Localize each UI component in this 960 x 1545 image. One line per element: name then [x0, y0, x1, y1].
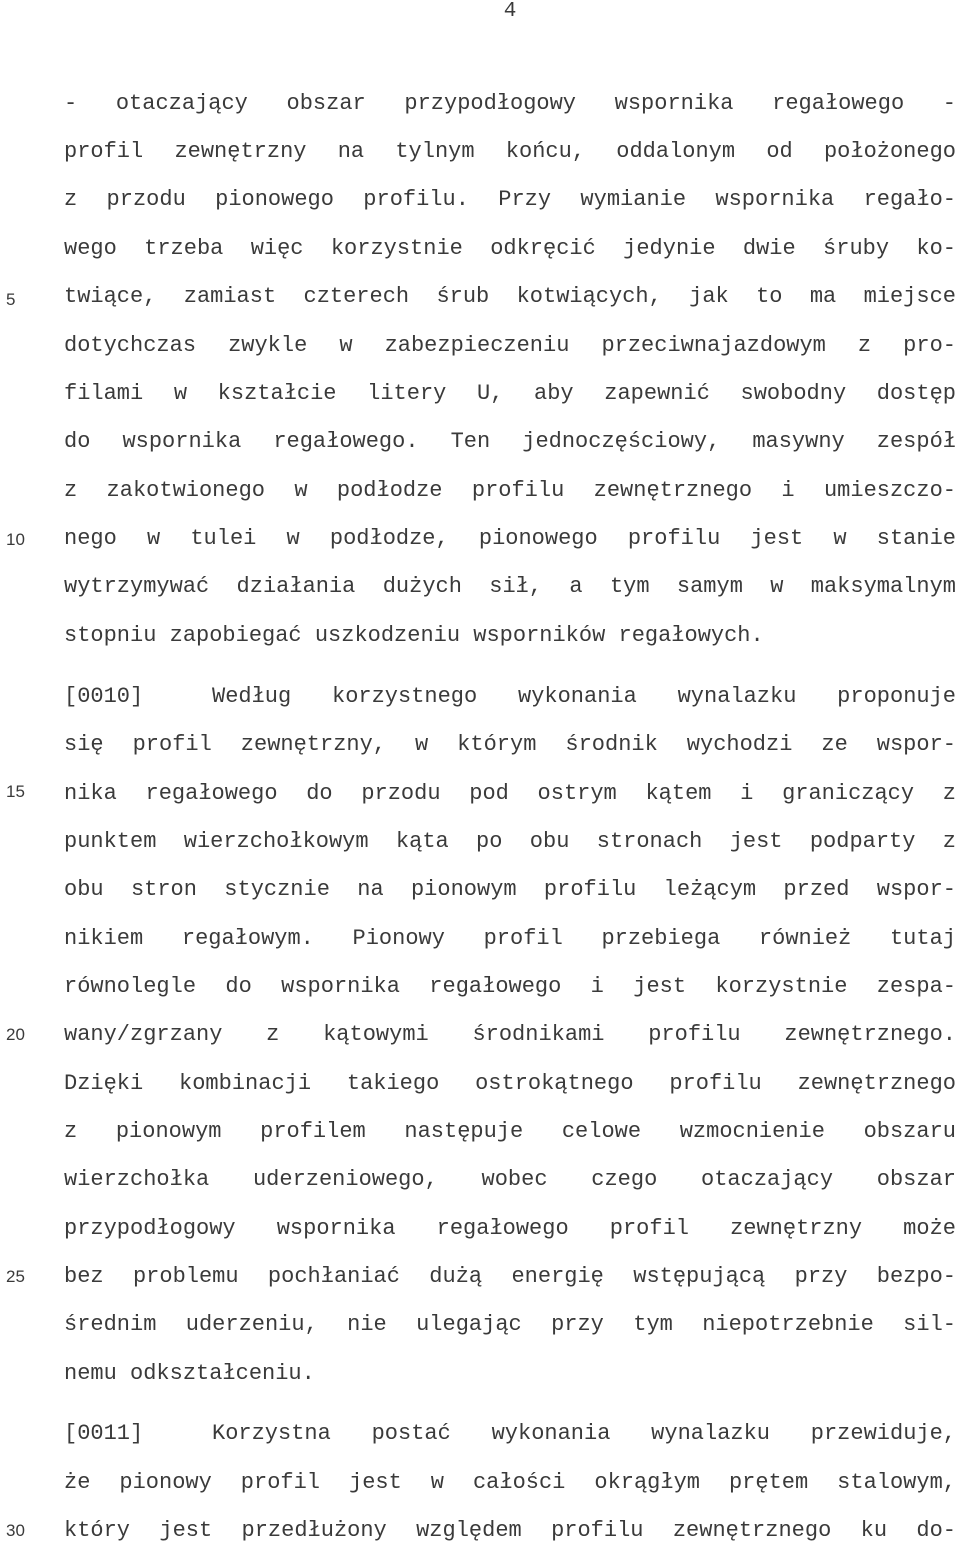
text-line: - otaczający obszar przypodłogowy wspornika regałowego - [64, 91, 956, 116]
text-line: filami w kształcie litery U, aby zapewnić swobodny dostęp [64, 381, 956, 406]
text-line: że pionowy profil jest w całości okrągłym prętem stalowym, [64, 1470, 956, 1495]
text-line: się profil zewnętrzny, w którym środnik wychodzi ze wspor- [64, 732, 956, 757]
page-number: 4 [503, 0, 517, 23]
paragraph-first-text: Według korzystnego wykonania wynalazku proponuje [212, 684, 956, 709]
text-line: stopniu zapobiegać uszkodzeniu wsporników regałowych. [64, 623, 764, 648]
paragraph-id: [0010] [64, 684, 144, 709]
text-line: punktem wierzchołkowym kąta po obu stronach jest podparty z [64, 829, 956, 854]
line-number: 25 [6, 1267, 25, 1286]
paragraph-first-line [64, 684, 956, 710]
text-line: nego w tulei w podłodze, pionowego profilu jest w stanie [64, 526, 956, 551]
text-line: nika regałowego do przodu pod ostrym kątem i graniczący z [64, 781, 956, 806]
line-number: 10 [6, 530, 25, 549]
text-line: do wspornika regałowego. Ten jednoczęściowy, masywny zespół [64, 429, 956, 454]
text-line: wego trzeba więc korzystnie odkręcić jedynie dwie śruby ko- [64, 236, 956, 261]
text-line: z zakotwionego w podłodze profilu zewnętrznego i umieszczo- [64, 478, 956, 503]
text-line: równolegle do wspornika regałowego i jest korzystnie zespa- [64, 974, 956, 999]
paragraph-first-line [64, 1421, 956, 1447]
text-line: twiące, zamiast czterech śrub kotwiących, jak to ma miejsce [64, 284, 956, 309]
paragraph-id: [0011] [64, 1421, 144, 1446]
text-line: dotychczas zwykle w zabezpieczeniu przeciwnajazdowym z pro- [64, 333, 956, 358]
text-line: obu stron stycznie na pionowym profilu leżącym przed wspor- [64, 877, 956, 902]
line-number: 20 [6, 1025, 25, 1044]
line-number: 15 [6, 782, 25, 801]
line-number: 5 [6, 290, 16, 309]
text-line: bez problemu pochłaniać dużą energię wstępującą przy bezpo- [64, 1264, 956, 1289]
text-line: z przodu pionowego profilu. Przy wymianie wspornika regało- [64, 187, 956, 212]
text-line: przypodłogowy wspornika regałowego profil zewnętrzny może [64, 1216, 956, 1241]
paragraph-first-text: Korzystna postać wykonania wynalazku przewiduje, [212, 1421, 956, 1446]
text-line: nemu odkształceniu. [64, 1361, 315, 1386]
text-line: wierzchołka uderzeniowego, wobec czego otaczający obszar [64, 1167, 956, 1192]
line-number: 30 [6, 1521, 25, 1540]
text-line: średnim uderzeniu, nie ulegając przy tym niepotrzebnie sil- [64, 1312, 956, 1337]
text-line: z pionowym profilem następuje celowe wzmocnienie obszaru [64, 1119, 956, 1144]
text-line: nikiem regałowym. Pionowy profil przebiega również tutaj [64, 926, 956, 951]
text-line: profil zewnętrzny na tylnym końcu, oddalonym od położonego [64, 139, 956, 164]
text-line: wytrzymywać działania dużych sił, a tym samym w maksymalnym [64, 574, 956, 599]
text-line: Dzięki kombinacji takiego ostrokątnego profilu zewnętrznego [64, 1071, 956, 1096]
text-line: który jest przedłużony względem profilu zewnętrznego ku do- [64, 1518, 956, 1543]
text-line: wany/zgrzany z kątowymi środnikami profilu zewnętrznego. [64, 1022, 956, 1047]
